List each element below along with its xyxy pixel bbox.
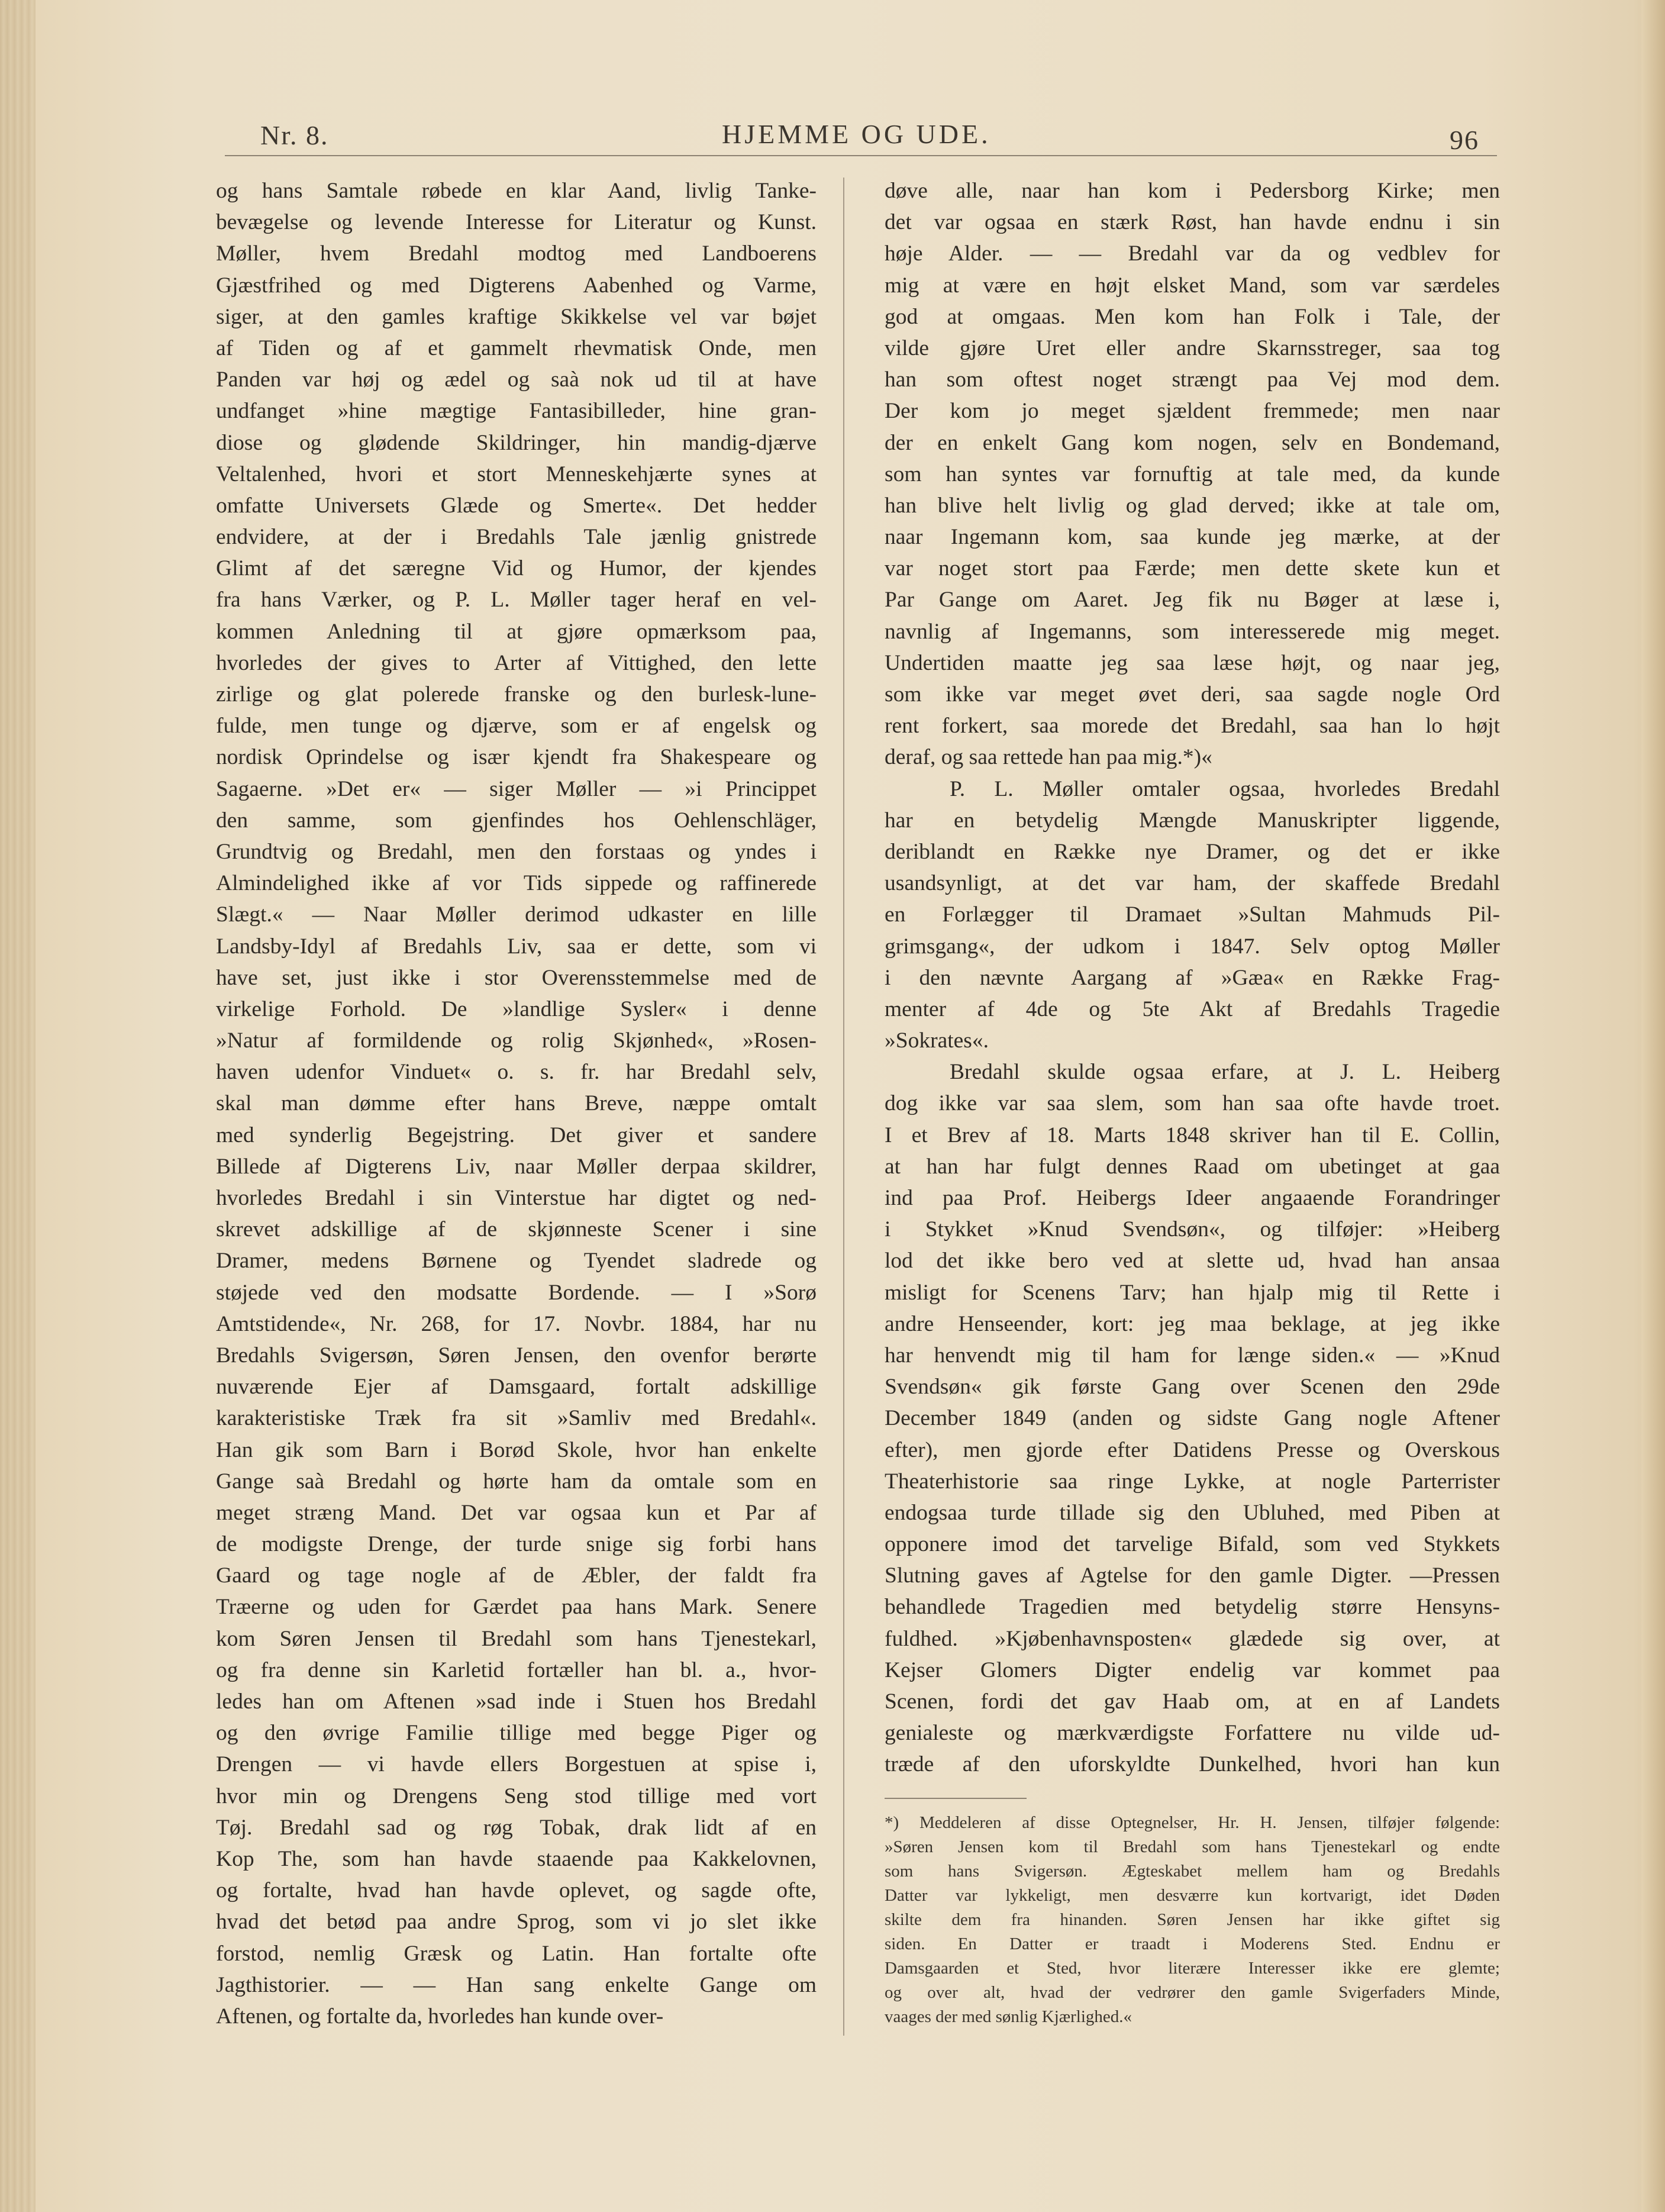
text-line: Amtstidende«, Nr. 268, for 17. Novbr. 1884, har nu — [216, 1311, 817, 1336]
text-line: og over alt, hvad der vedrører den gamle Svigerfaders Minde, — [885, 1983, 1500, 2002]
footnote — [885, 1811, 1500, 2029]
text-line: og fra denne sin Karletid fortæller han bl. a., hvor- — [216, 1658, 817, 1682]
text-line: der en enkelt Gang kom nogen, selv en Bondemand, — [885, 430, 1500, 455]
text-line: Undertiden maatte jeg saa læse højt, og naar jeg, — [885, 650, 1500, 675]
text-line: menter af 4de og 5te Akt af Bredahls Tragedie — [885, 997, 1500, 1021]
text-line: Grundtvig og Bredahl, men den forstaas og yndes i — [216, 839, 817, 864]
text-line: efter), men gjorde efter Datidens Presse og Overskous — [885, 1437, 1500, 1462]
text-line: skal man dømme efter hans Breve, næppe omtalt — [216, 1091, 817, 1116]
text-line: Par Gange om Aaret. Jeg fik nu Bøger at læse i, — [885, 588, 1500, 612]
text-line: Datter var lykkeligt, men desværre kun kortvarigt, idet Døden — [885, 1886, 1500, 1905]
text-line: hvad det betød paa andre Sprog, som vi jo slet ikke — [216, 1910, 817, 1934]
text-line: nordisk Oprindelse og især kjendt fra Shakespeare og — [216, 745, 817, 770]
text-line: virkelige Forhold. De »landlige Sysler« i denne — [216, 997, 817, 1021]
text-line: Glimt af det særegne Vid og Humor, der kjendes — [216, 556, 817, 581]
text-line: ledes han om Aftenen »sad inde i Stuen hos Bredahl — [216, 1689, 817, 1714]
left-column — [216, 175, 817, 2032]
text-line: Billede af Digterens Liv, naar Møller derpaa skildrer, — [216, 1154, 817, 1179]
right-column — [885, 175, 1500, 1781]
text-line: »Sokrates«. — [885, 1028, 989, 1053]
text-line: og den øvrige Familie tillige med begge Piger og — [216, 1721, 817, 1746]
text-line: kommen Anledning til at gjøre opmærksom paa, — [216, 619, 817, 644]
text-line: han som oftest noget strængt paa Vej mod dem. — [885, 367, 1500, 392]
text-line: Tøj. Bredahl sad og røg Tobak, drak lidt af en — [216, 1815, 817, 1840]
text-line: navnlig af Ingemanns, som interesserede mig meget. — [885, 619, 1500, 644]
text-line: som ikke var meget øvet deri, saa sagde nogle Ord — [885, 682, 1500, 707]
text-line: Theaterhistorie saa ringe Lykke, at nogle Parterrister — [885, 1469, 1500, 1494]
text-line: Gange saà Bredahl og hørte ham da omtale som en — [216, 1469, 817, 1494]
text-line: som hans Svigersøn. Ægteskabet mellem ham og Bredahls — [885, 1862, 1500, 1881]
text-line: Dramer, medens Børnene og Tyendet sladrede og — [216, 1249, 817, 1273]
text-line: døve alle, naar han kom i Pedersborg Kirke; men — [885, 179, 1500, 203]
text-line: omfatte Universets Glæde og Smerte«. Det hedder — [216, 493, 817, 518]
text-line: fulde, men tunge og djærve, som er af engelsk og — [216, 714, 817, 739]
running-header — [213, 114, 1515, 155]
text-line: Gjæstfrihed og med Digterens Aabenhed og Varme, — [216, 273, 817, 298]
text-line: den samme, som gjenfindes hos Oehlenschläger, — [216, 808, 817, 833]
text-line: Landsby-Idyl af Bredahls Liv, saa er dette, som vi — [216, 934, 817, 959]
text-line: rent forkert, saa morede det Bredahl, saa han lo højt — [885, 714, 1500, 739]
text-line: Veltalenhed, hvori et stort Menneskehjærte synes at — [216, 462, 817, 486]
text-line: høje Alder. — — Bredahl var da og vedblev for — [885, 241, 1500, 266]
text-line: mig at være en højt elsket Mand, som var særdeles — [885, 273, 1500, 298]
text-line: karakteristiske Træk fra sit »Samliv med Bredahl«. — [216, 1406, 817, 1431]
text-line: Almindelighed ikke af vor Tids sippede og raffinerede — [216, 871, 817, 896]
text-line: skilte dem fra hinanden. Søren Jensen har ikke giftet sig — [885, 1910, 1500, 1929]
text-line: og hans Samtale røbede en klar Aand, livlig Tanke- — [216, 179, 817, 203]
text-line: Bredahls Svigersøn, Søren Jensen, den ovenfor berørte — [216, 1343, 817, 1368]
text-line: i den nævnte Aargang af »Gæa« en Række Frag- — [885, 965, 1500, 990]
text-line: det var ogsaa en stærk Røst, han havde endnu i sin — [885, 210, 1500, 235]
text-line: Træerne og uden for Gærdet paa hans Mark. Senere — [216, 1595, 817, 1620]
text-line: Damsgaarden et Sted, hvor literære Interesser ikke ere glemte; — [885, 1959, 1500, 1978]
text-line: Drengen — vi havde ellers Borgestuen at spise i, — [216, 1752, 817, 1777]
text-line: diose og glødende Skildringer, hin mandig-djærve — [216, 430, 817, 455]
text-line: naar Ingemann kom, saa kunde jeg mærke, at der — [885, 525, 1500, 550]
text-line: Sagaerne. »Det er« — siger Møller — »i Princippet — [216, 776, 817, 801]
text-line: Slutning gaves af Agtelse for den gamle Digter. —Pressen — [885, 1563, 1500, 1588]
text-line: I et Brev af 18. Marts 1848 skriver han til E. Collin, — [885, 1123, 1500, 1147]
text-line: vilde gjøre Uret eller andre Skarnsstreger, saa tog — [885, 336, 1500, 360]
page-right-edge — [1641, 0, 1665, 2212]
text-line: med synderlig Begejstring. Det giver et sandere — [216, 1123, 817, 1147]
header-rule — [225, 155, 1497, 156]
text-line: misligt for Scenens Tarv; han hjalp mig til Rette i — [885, 1280, 1500, 1305]
text-line: siden. En Datter er traadt i Moderens Sted. Endnu er — [885, 1934, 1500, 1953]
text-line: Jagthistorier. — — Han sang enkelte Gange om — [216, 1972, 817, 1997]
text-line: og fortalte, hvad han havde oplevet, og sagde ofte, — [216, 1878, 817, 1903]
text-line: Bredahl skulde ogsaa erfare, at J. L. Heiberg — [950, 1060, 1500, 1085]
text-line: deriblandt en Række nye Dramer, og det er ikke — [885, 839, 1500, 864]
text-line: andre Henseender, kort: jeg maa beklage, at jeg ikke — [885, 1311, 1500, 1336]
text-line: undfanget »hine mægtige Fantasibilleder, hine gran- — [216, 399, 817, 424]
text-line: god at omgaas. Men kom han Folk i Tale, der — [885, 304, 1500, 329]
text-line: ind paa Prof. Heibergs Ideer angaaende Forandringer — [885, 1186, 1500, 1210]
text-line: støjede ved den modsatte Bordende. — I »Sorø — [216, 1280, 817, 1305]
text-line: endogsaa turde tillade sig den Ubluhed, med Piben at — [885, 1500, 1500, 1525]
text-line: P. L. Møller omtaler ogsaa, hvorledes Bredahl — [950, 776, 1500, 801]
text-line: forstod, nemlig Græsk og Latin. Han fortalte ofte — [216, 1941, 817, 1966]
text-line: skrevet adskillige af de skjønneste Scener i sine — [216, 1217, 817, 1242]
text-line: grimsgang«, der udkom i 1847. Selv optog Møller — [885, 934, 1500, 959]
text-line: Svendsøn« gik første Gang over Scenen den 29de — [885, 1375, 1500, 1400]
text-line: Han gik som Barn i Borød Skole, hvor han enkelte — [216, 1437, 817, 1462]
text-line: hvor min og Drengens Seng stod tillige med vort — [216, 1784, 817, 1808]
page-number: 96 — [1450, 125, 1479, 155]
text-line: Slægt.« — Naar Møller derimod udkaster en lille — [216, 902, 817, 927]
text-line: meget stræng Mand. Det var ogsaa kun et Par af — [216, 1500, 817, 1525]
text-line: Aftenen, og fortalte da, hvorledes han kunde over- — [216, 2004, 664, 2029]
text-line: har en betydelig Mængde Manuskripter liggende, — [885, 808, 1500, 833]
text-line: at han har fulgt dennes Raad om ubetinget at gaa — [885, 1154, 1500, 1179]
text-line: hvorledes Bredahl i sin Vinterstue har digtet og ned- — [216, 1186, 817, 1210]
text-line: »Søren Jensen kom til Bredahl som hans Tjenestekarl og endte — [885, 1837, 1500, 1856]
text-line: December 1849 (anden og sidste Gang nogle Aftener — [885, 1406, 1500, 1431]
text-line: haven udenfor Vinduet« o. s. fr. har Bredahl selv, — [216, 1060, 817, 1085]
text-line: han blive helt livlig og glad derved; ikke at tale om, — [885, 493, 1500, 518]
text-line: hvorledes der gives to Arter af Vittighed, den lette — [216, 650, 817, 675]
text-line: de modigste Drenge, der turde snige sig forbi hans — [216, 1532, 817, 1557]
text-line: nuværende Ejer af Damsgaard, fortalt adskillige — [216, 1375, 817, 1400]
text-line: »Natur af formildende og rolig Skjønhed«, »Rosen- — [216, 1028, 817, 1053]
text-line: Scenen, fordi det gav Haab om, at en af Landets — [885, 1689, 1500, 1714]
text-line: *) Meddeleren af disse Optegnelser, Hr. H. Jensen, tilføjer følgende: — [885, 1813, 1500, 1832]
text-line: af Tiden og af et gammelt rhevmatisk Onde, men — [216, 336, 817, 360]
text-line: Møller, hvem Bredahl modtog med Landboerens — [216, 241, 817, 266]
text-line: kom Søren Jensen til Bredahl som hans Tjenestekarl, — [216, 1626, 817, 1651]
text-line: endvidere, at der i Bredahls Tale jænlig gnistrede — [216, 525, 817, 550]
text-line: i Stykket »Knud Svendsøn«, og tilføjer: »Heiberg — [885, 1217, 1500, 1242]
book-binding-edge — [0, 0, 36, 2212]
text-line: opponere imod det tarvelige Bifald, som ved Stykkets — [885, 1532, 1500, 1557]
text-line: lod det ikke bero ved at slette ud, hvad han ansaa — [885, 1249, 1500, 1273]
text-line: har henvendt mig til ham for længe siden.« — »Knud — [885, 1343, 1500, 1368]
text-line: fra hans Værker, og P. L. Møller tager heraf en vel- — [216, 588, 817, 612]
text-line: Kop The, som han havde staaende paa Kakkelovnen, — [216, 1846, 817, 1871]
text-line: en Forlægger til Dramaet »Sultan Mahmuds Pil- — [885, 902, 1500, 927]
text-line: vaages der med sønlig Kjærlighed.« — [885, 2007, 1132, 2026]
text-line: dog ikke var saa slem, som han saa ofte havde troet. — [885, 1091, 1500, 1116]
text-line: bevægelse og levende Interesse for Literatur og Kunst. — [216, 210, 817, 235]
text-line: deraf, og saa rettede han paa mig.*)« — [885, 745, 1212, 770]
journal-title: HJEMME OG UDE. — [722, 119, 991, 149]
text-line: træde af den uforskyldte Dunkelhed, hvori han kun — [885, 1752, 1500, 1777]
text-line: Panden var høj og ædel og saà nok ud til at have — [216, 367, 817, 392]
issue-number: Nr. 8. — [260, 120, 329, 150]
text-line: fuldhed. »Kjøbenhavnsposten« glædede sig over, at — [885, 1626, 1500, 1651]
text-line: Der kom jo meget sjældent fremmede; men naar — [885, 399, 1500, 424]
text-line: zirlige og glat polerede franske og den burlesk-lune- — [216, 682, 817, 707]
text-line: usandsynligt, at det var ham, der skaffede Bredahl — [885, 871, 1500, 896]
text-line: siger, at den gamles kraftige Skikkelse vel var bøjet — [216, 304, 817, 329]
column-divider — [843, 178, 844, 2036]
text-line: behandlede Tragedien med betydelig større Hensyns- — [885, 1595, 1500, 1620]
text-line: som han syntes var fornuftig at tale med, da kunde — [885, 462, 1500, 486]
text-line: have set, just ikke i stor Overensstemmelse med de — [216, 965, 817, 990]
text-line: Gaard og tage nogle af de Æbler, der faldt fra — [216, 1563, 817, 1588]
text-line: var noget stort paa Færde; men dette skete kun et — [885, 556, 1500, 581]
text-line: genialeste og mærkværdigste Forfattere nu vilde ud- — [885, 1721, 1500, 1746]
text-line: Kejser Glomers Digter endelig var kommet paa — [885, 1658, 1500, 1682]
footnote-rule — [885, 1798, 1027, 1799]
